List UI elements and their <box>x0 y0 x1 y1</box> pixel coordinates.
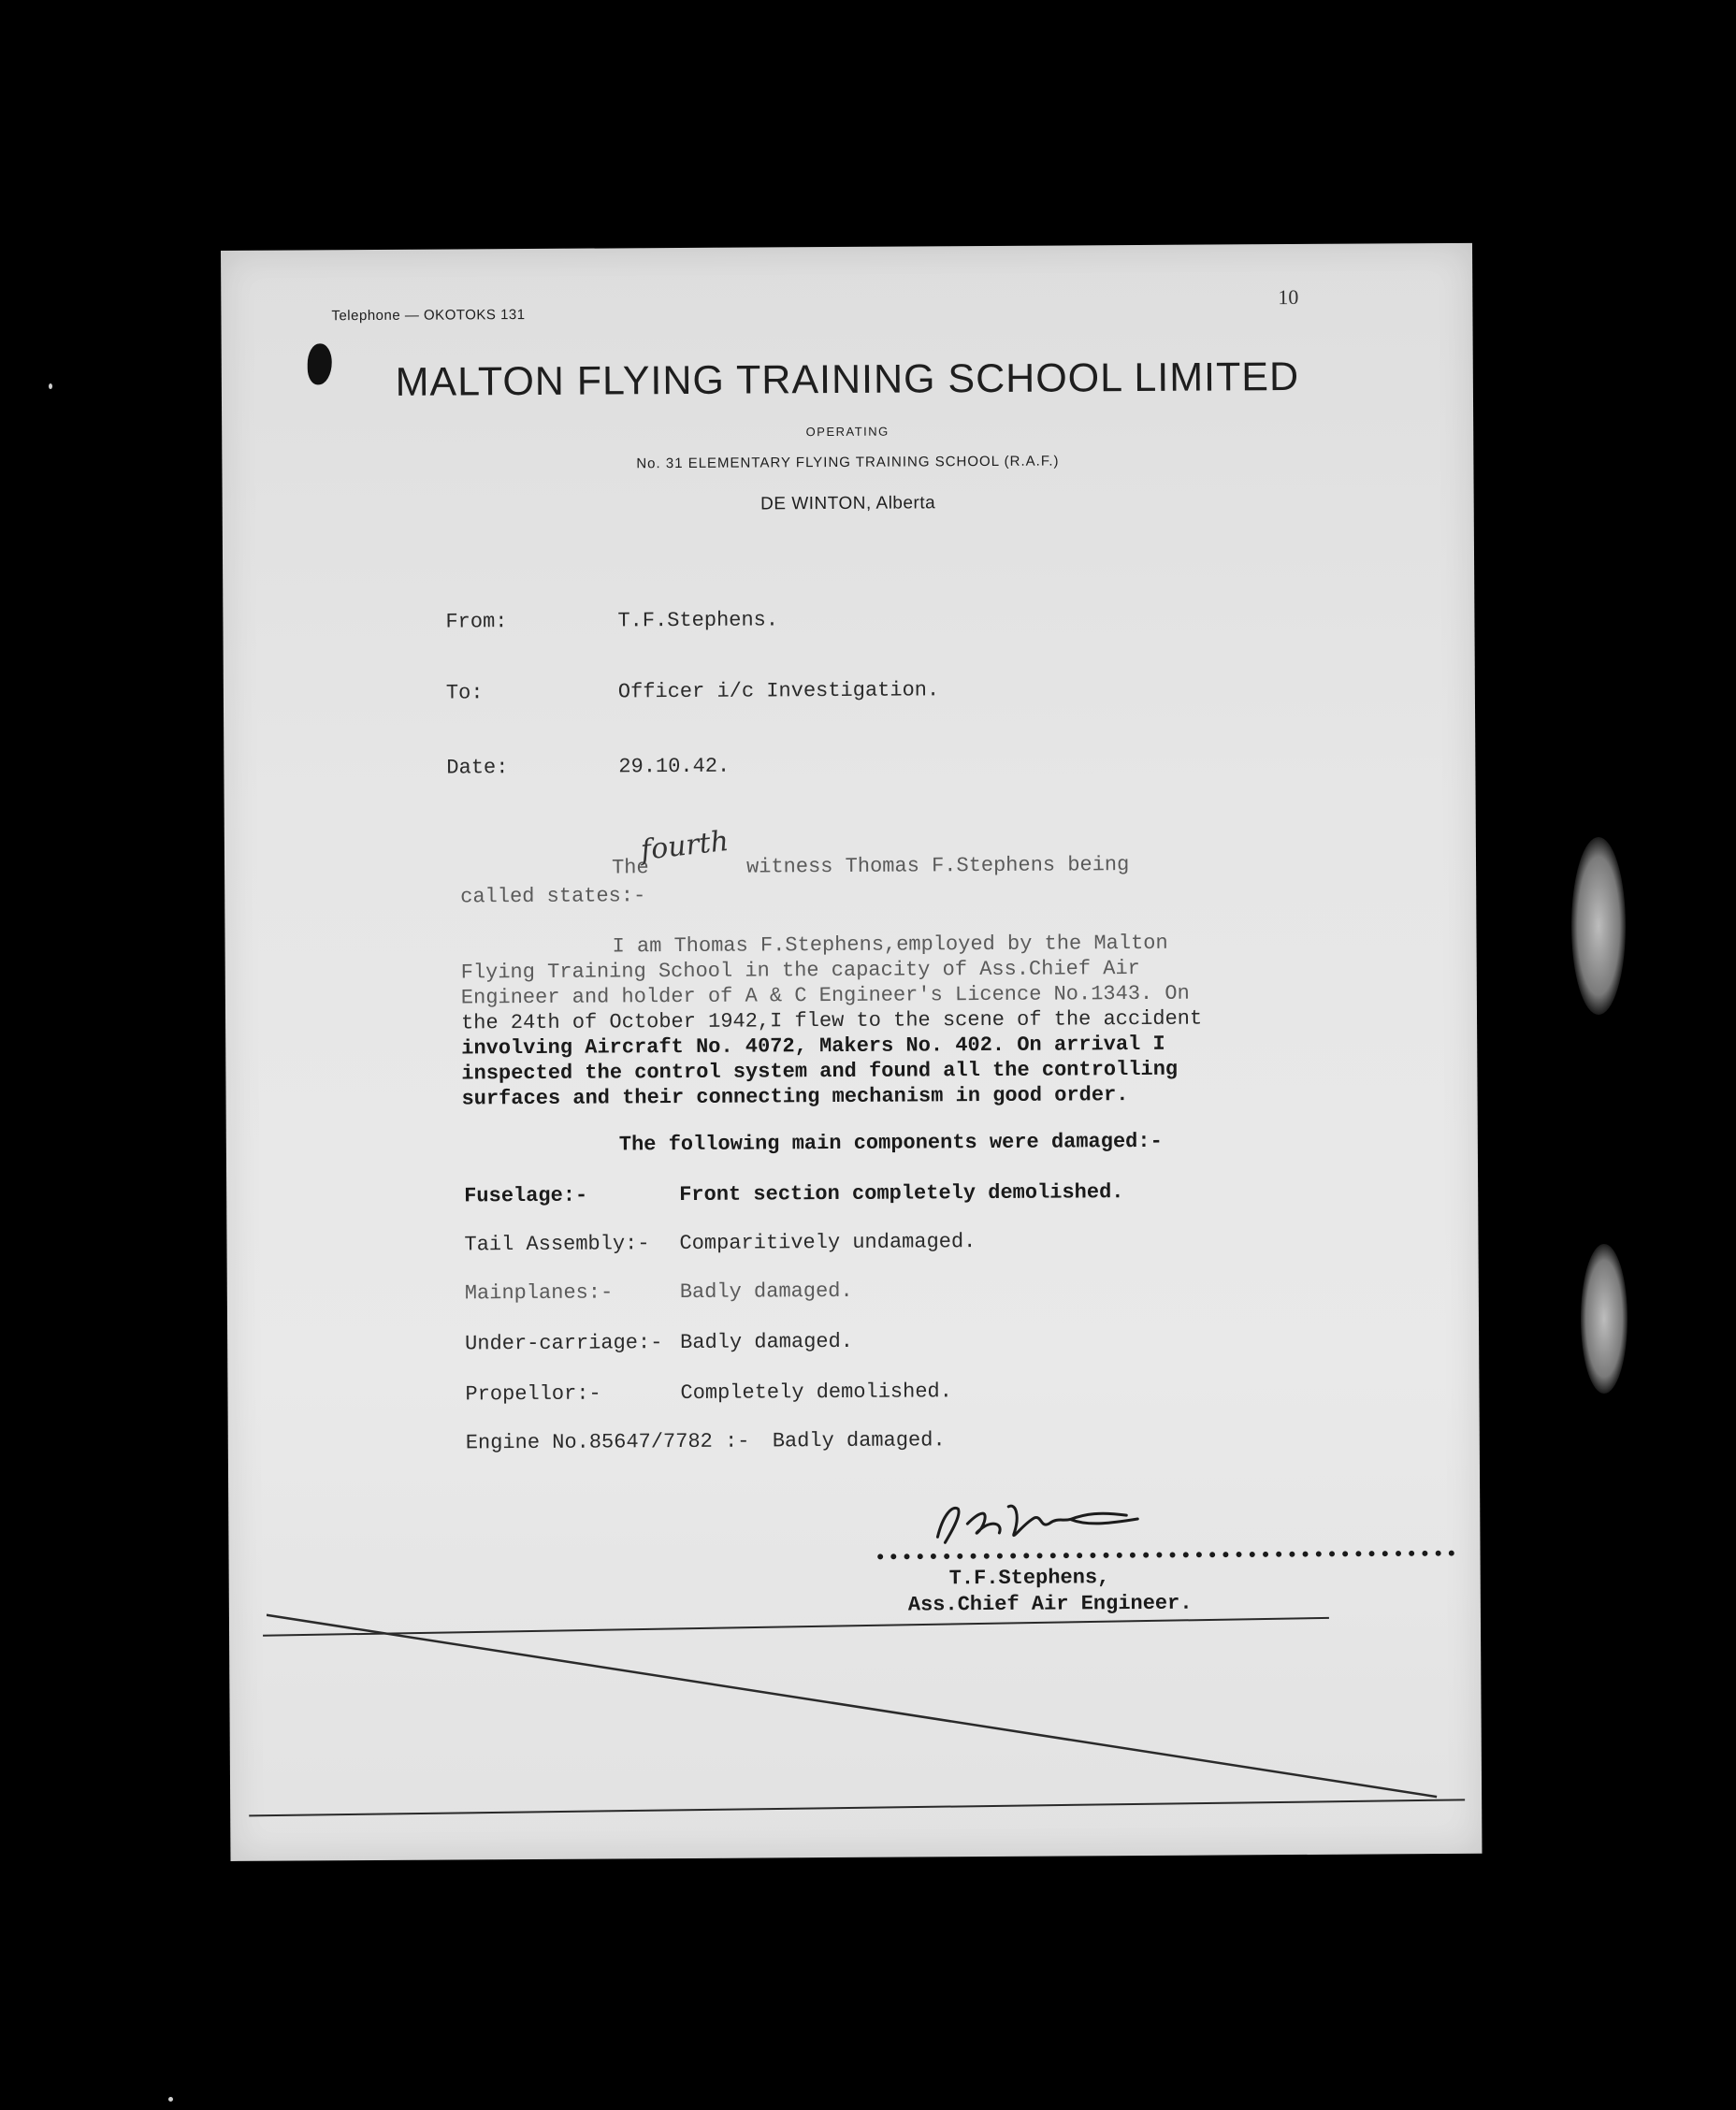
to-value: Officer i/c Investigation. <box>617 678 940 704</box>
signature-title: Ass.Chief Air Engineer. <box>907 1591 1193 1617</box>
component-value: Front section completely demolished. <box>679 1180 1124 1207</box>
component-label: Under-carriage:- <box>465 1331 663 1356</box>
letterhead-operating: OPERATING <box>805 424 890 440</box>
letterhead-location: DE WINTON, Alberta <box>760 493 936 514</box>
letterhead-title: MALTON FLYING TRAINING SCHOOL LIMITED <box>395 354 1300 405</box>
handwritten-ordinal: fourth <box>639 824 731 868</box>
date-label: Date: <box>446 756 509 780</box>
page-number: 10 <box>1278 284 1299 310</box>
component-value: Badly damaged. <box>680 1329 854 1355</box>
component-label: Tail Assembly:- <box>464 1232 650 1257</box>
intro-prefix: The <box>611 856 649 880</box>
engine-label: Engine No.85647/7782 :- <box>465 1429 750 1455</box>
signature-name: T.F.Stephens, <box>948 1566 1110 1591</box>
component-label: Propellor:- <box>465 1381 601 1407</box>
film-speck <box>168 2097 173 2102</box>
letterhead-telephone: Telephone — OKOTOKS 131 <box>331 307 526 325</box>
component-label: Fuselage:- <box>464 1183 588 1208</box>
film-speck <box>49 383 52 389</box>
from-label: From: <box>445 610 508 634</box>
statement-line: inspected the control system and found all the controlling <box>461 1057 1179 1086</box>
date-value: 29.10.42. <box>618 754 731 779</box>
cancellation-stroke <box>267 1604 1483 1817</box>
statement-line: surfaces and their connecting mechanism in good order. <box>461 1083 1129 1111</box>
components-heading: The following main components were damaged:- <box>618 1129 1163 1157</box>
component-value: Completely demolished. <box>680 1380 952 1406</box>
to-label: To: <box>445 681 484 705</box>
component-value: Comparitively undamaged. <box>679 1230 976 1256</box>
film-edge-artifact <box>1571 837 1626 1015</box>
statement-line: involving Aircraft No. 4072, Makers No. 402. On arrival I <box>461 1032 1165 1061</box>
handwritten-signature <box>930 1495 1145 1552</box>
component-label: Mainplanes:- <box>464 1280 614 1306</box>
from-value: T.F.Stephens. <box>617 608 779 633</box>
engine-value: Badly damaged. <box>772 1428 946 1453</box>
statement-line: I am Thomas F.Stephens,employed by the Malton <box>612 931 1168 959</box>
signature-dotted-line: •••••••••••••••••••••••••••••••••••••••••••• <box>874 1542 1459 1570</box>
statement-line: the 24th of October 1942,I flew to the scene of the accident <box>460 1006 1203 1035</box>
statement-line: Flying Training School in the capacity of Ass.Chief Air <box>460 957 1140 985</box>
component-value: Badly damaged. <box>679 1279 853 1305</box>
film-edge-artifact <box>1581 1244 1628 1394</box>
document-page <box>221 243 1482 1861</box>
intro-suffix: witness Thomas F.Stephens being <box>745 853 1130 879</box>
letterhead-school: No. 31 ELEMENTARY FLYING TRAINING SCHOOL (R.A.F.) <box>636 453 1060 472</box>
statement-line: Engineer and holder of A & C Engineer's Licence No.1343. On <box>460 981 1190 1010</box>
intro-line2: called states:- <box>460 884 646 909</box>
